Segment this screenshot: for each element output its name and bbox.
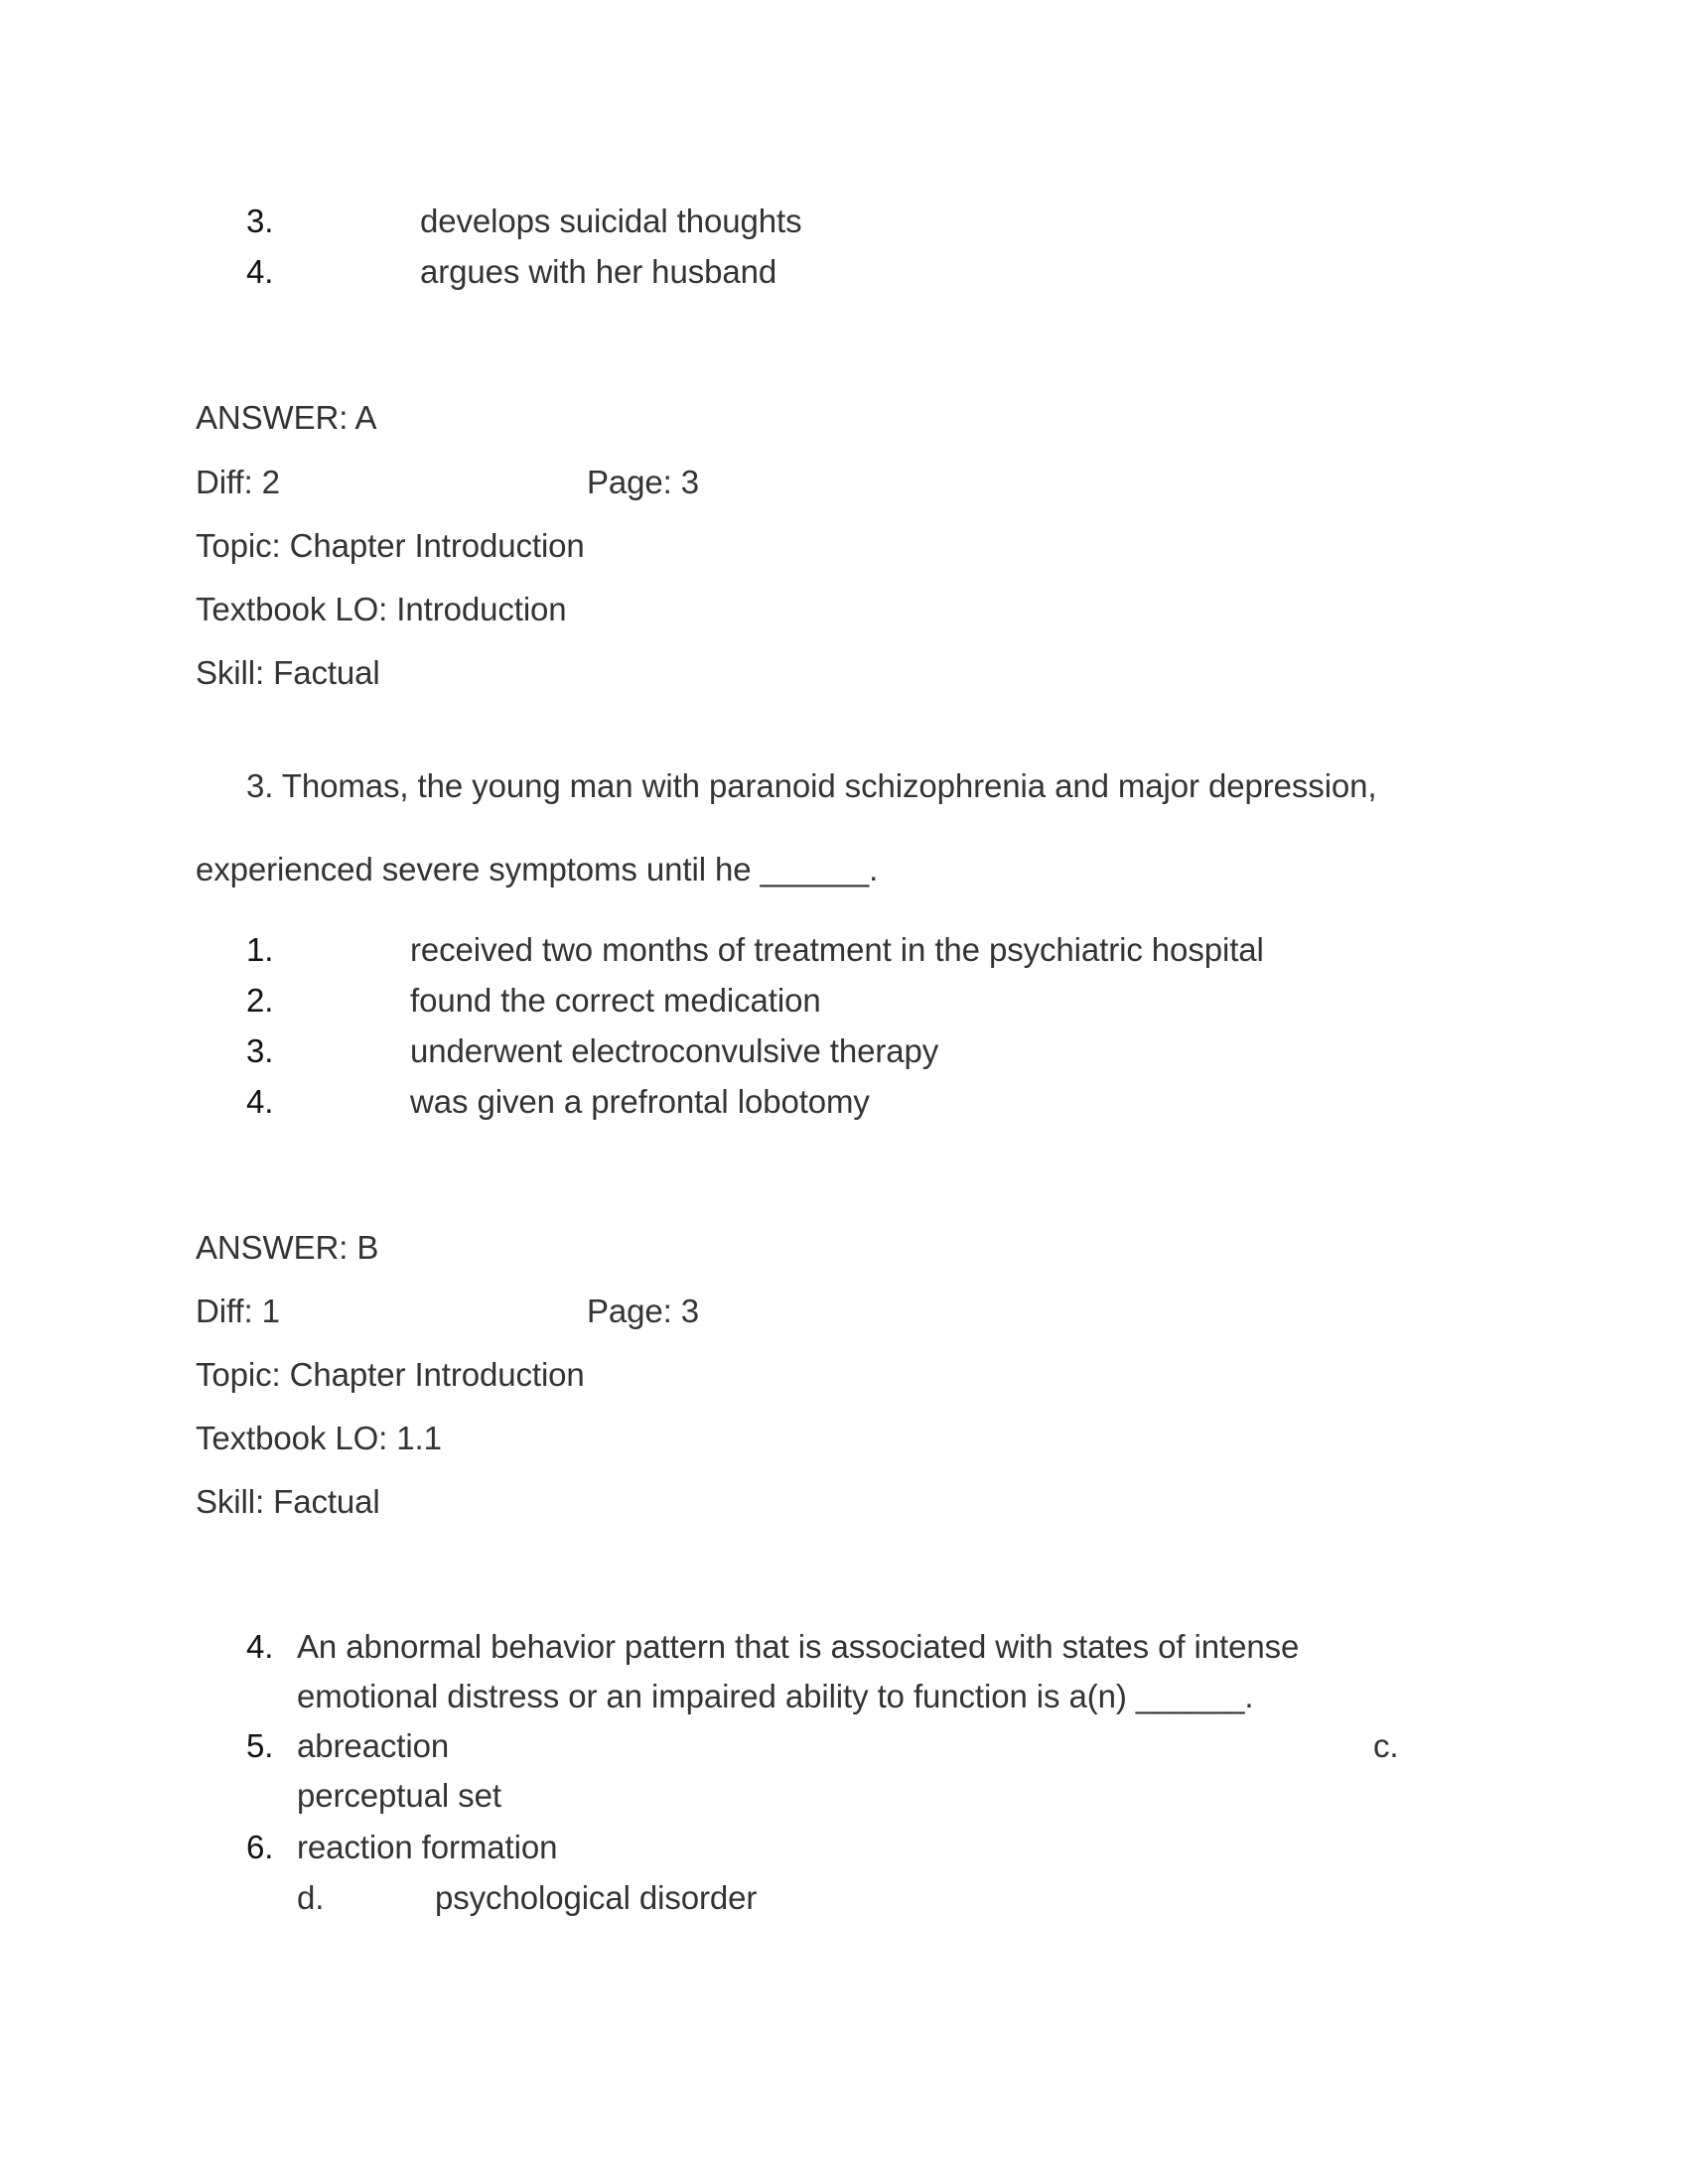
learning-objective-line: Textbook LO: Introduction [196, 591, 567, 627]
choice-number: 5. [246, 1727, 274, 1764]
choice-number: 2. [246, 982, 274, 1019]
difficulty-line: Diff: 1 [196, 1293, 280, 1329]
topic-line: Topic: Chapter Introduction [196, 527, 585, 564]
choice-number: 6. [246, 1829, 274, 1865]
skill-line: Skill: Factual [196, 1483, 380, 1520]
answer-line: ANSWER: B [196, 1229, 379, 1266]
choice-number: 3. [246, 1032, 274, 1069]
page-reference: Page: 3 [587, 464, 700, 500]
choice-text: abreaction [297, 1727, 450, 1764]
choice-number: 4. [246, 1083, 274, 1120]
choice-number: 1. [246, 931, 274, 968]
skill-line: Skill: Factual [196, 654, 380, 691]
difficulty-line: Diff: 2 [196, 464, 280, 500]
choice-letter: d. [297, 1879, 325, 1916]
choice-number: 4. [246, 253, 274, 290]
choice-text: was given a prefrontal lobotomy [410, 1083, 870, 1120]
choice-letter: c. [1373, 1727, 1399, 1764]
question-stem-continued: emotional distress or an impaired ability to function is a(n) ______. [297, 1678, 1254, 1714]
choice-text: argues with her husband [420, 253, 777, 290]
question-stem-continued: experienced severe symptoms until he ______. [196, 851, 879, 887]
page-reference: Page: 3 [587, 1293, 700, 1329]
choice-text: develops suicidal thoughts [420, 203, 802, 239]
choice-number: 3. [246, 203, 274, 239]
question-stem: 3. Thomas, the young man with paranoid schizophrenia and major depression, [246, 767, 1377, 804]
topic-line: Topic: Chapter Introduction [196, 1356, 585, 1393]
choice-text: reaction formation [297, 1829, 558, 1865]
question-number: 4. [246, 1628, 274, 1665]
choice-text: underwent electroconvulsive therapy [410, 1032, 939, 1069]
choice-text: psychological disorder [435, 1879, 758, 1916]
choice-text: found the correct medication [410, 982, 821, 1019]
choice-text: received two months of treatment in the psychiatric hospital [410, 931, 1264, 968]
answer-line: ANSWER: A [196, 399, 377, 436]
learning-objective-line: Textbook LO: 1.1 [196, 1420, 442, 1456]
question-stem: An abnormal behavior pattern that is associated with states of intense [297, 1628, 1300, 1665]
choice-text-continued: perceptual set [297, 1777, 501, 1814]
